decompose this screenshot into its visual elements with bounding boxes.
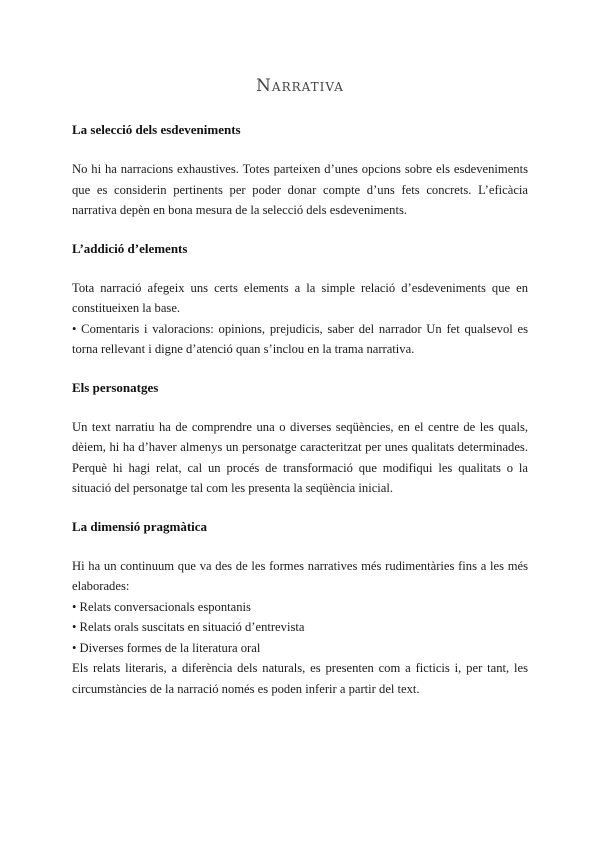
- section-heading: L’addició d’elements: [72, 240, 188, 256]
- paragraph: Hi ha un continuum que va des de les formes narratives més rudimentàries fins a les més elaborades:: [72, 558, 528, 593]
- bullet-item: • Relats conversacionals espontanis: [72, 599, 251, 614]
- bullet-item: • Comentaris i valoracions: opinions, prejudicis, saber del narrador Un fet qualsevol es torna rellevant i digne d’atenció quan s’inclou en la trama narrativa.: [72, 321, 528, 356]
- paragraph: Els relats literaris, a diferència dels naturals, es presenten com a ficticis i, per tant, les circumstàncies de la narració només es poden inferir a partir del text.: [72, 661, 528, 696]
- section-seleccio: [72, 120, 528, 221]
- section-heading: La selecció dels esdeveniments: [72, 122, 241, 137]
- bullet-item: • Diverses formes de la literatura oral: [72, 640, 261, 655]
- document-body: [72, 120, 528, 717]
- section-dimensio-pragmatica: [72, 517, 528, 700]
- section-personatges: [72, 378, 528, 499]
- section-heading: Els personatges: [72, 379, 159, 395]
- bullet-item: • Relats orals suscitats en situació d’entrevista: [72, 620, 305, 634]
- paragraph: Tota narració afegeix uns certs elements a la simple relació d’esdeveniments que en constitueixen la base.: [72, 280, 528, 315]
- section-addicio: [72, 239, 528, 360]
- section-heading: La dimensió pragmàtica: [72, 518, 208, 534]
- paragraph: Un text narratiu ha de comprendre una o diverses seqüències, en el centre de les quals, dèiem, hi ha d’haver almenys un personatge caracteritzat per unes qualitats determinades. Perquè hi hagi relat, cal un procés de transformació que modifiqui les qualitats o la situació del personatge tal com les presenta la seqüència inicial.: [72, 419, 528, 495]
- page-title: Narrativa: [256, 76, 344, 96]
- paragraph: No hi ha narracions exhaustives. Totes parteixen d’unes opcions sobre els esdeveniments que es considerin pertinents per poder donar compte d’uns fets concrets. L’eficàcia narrativa depèn en bona mesura de la selecció dels esdeveniments.: [72, 162, 528, 217]
